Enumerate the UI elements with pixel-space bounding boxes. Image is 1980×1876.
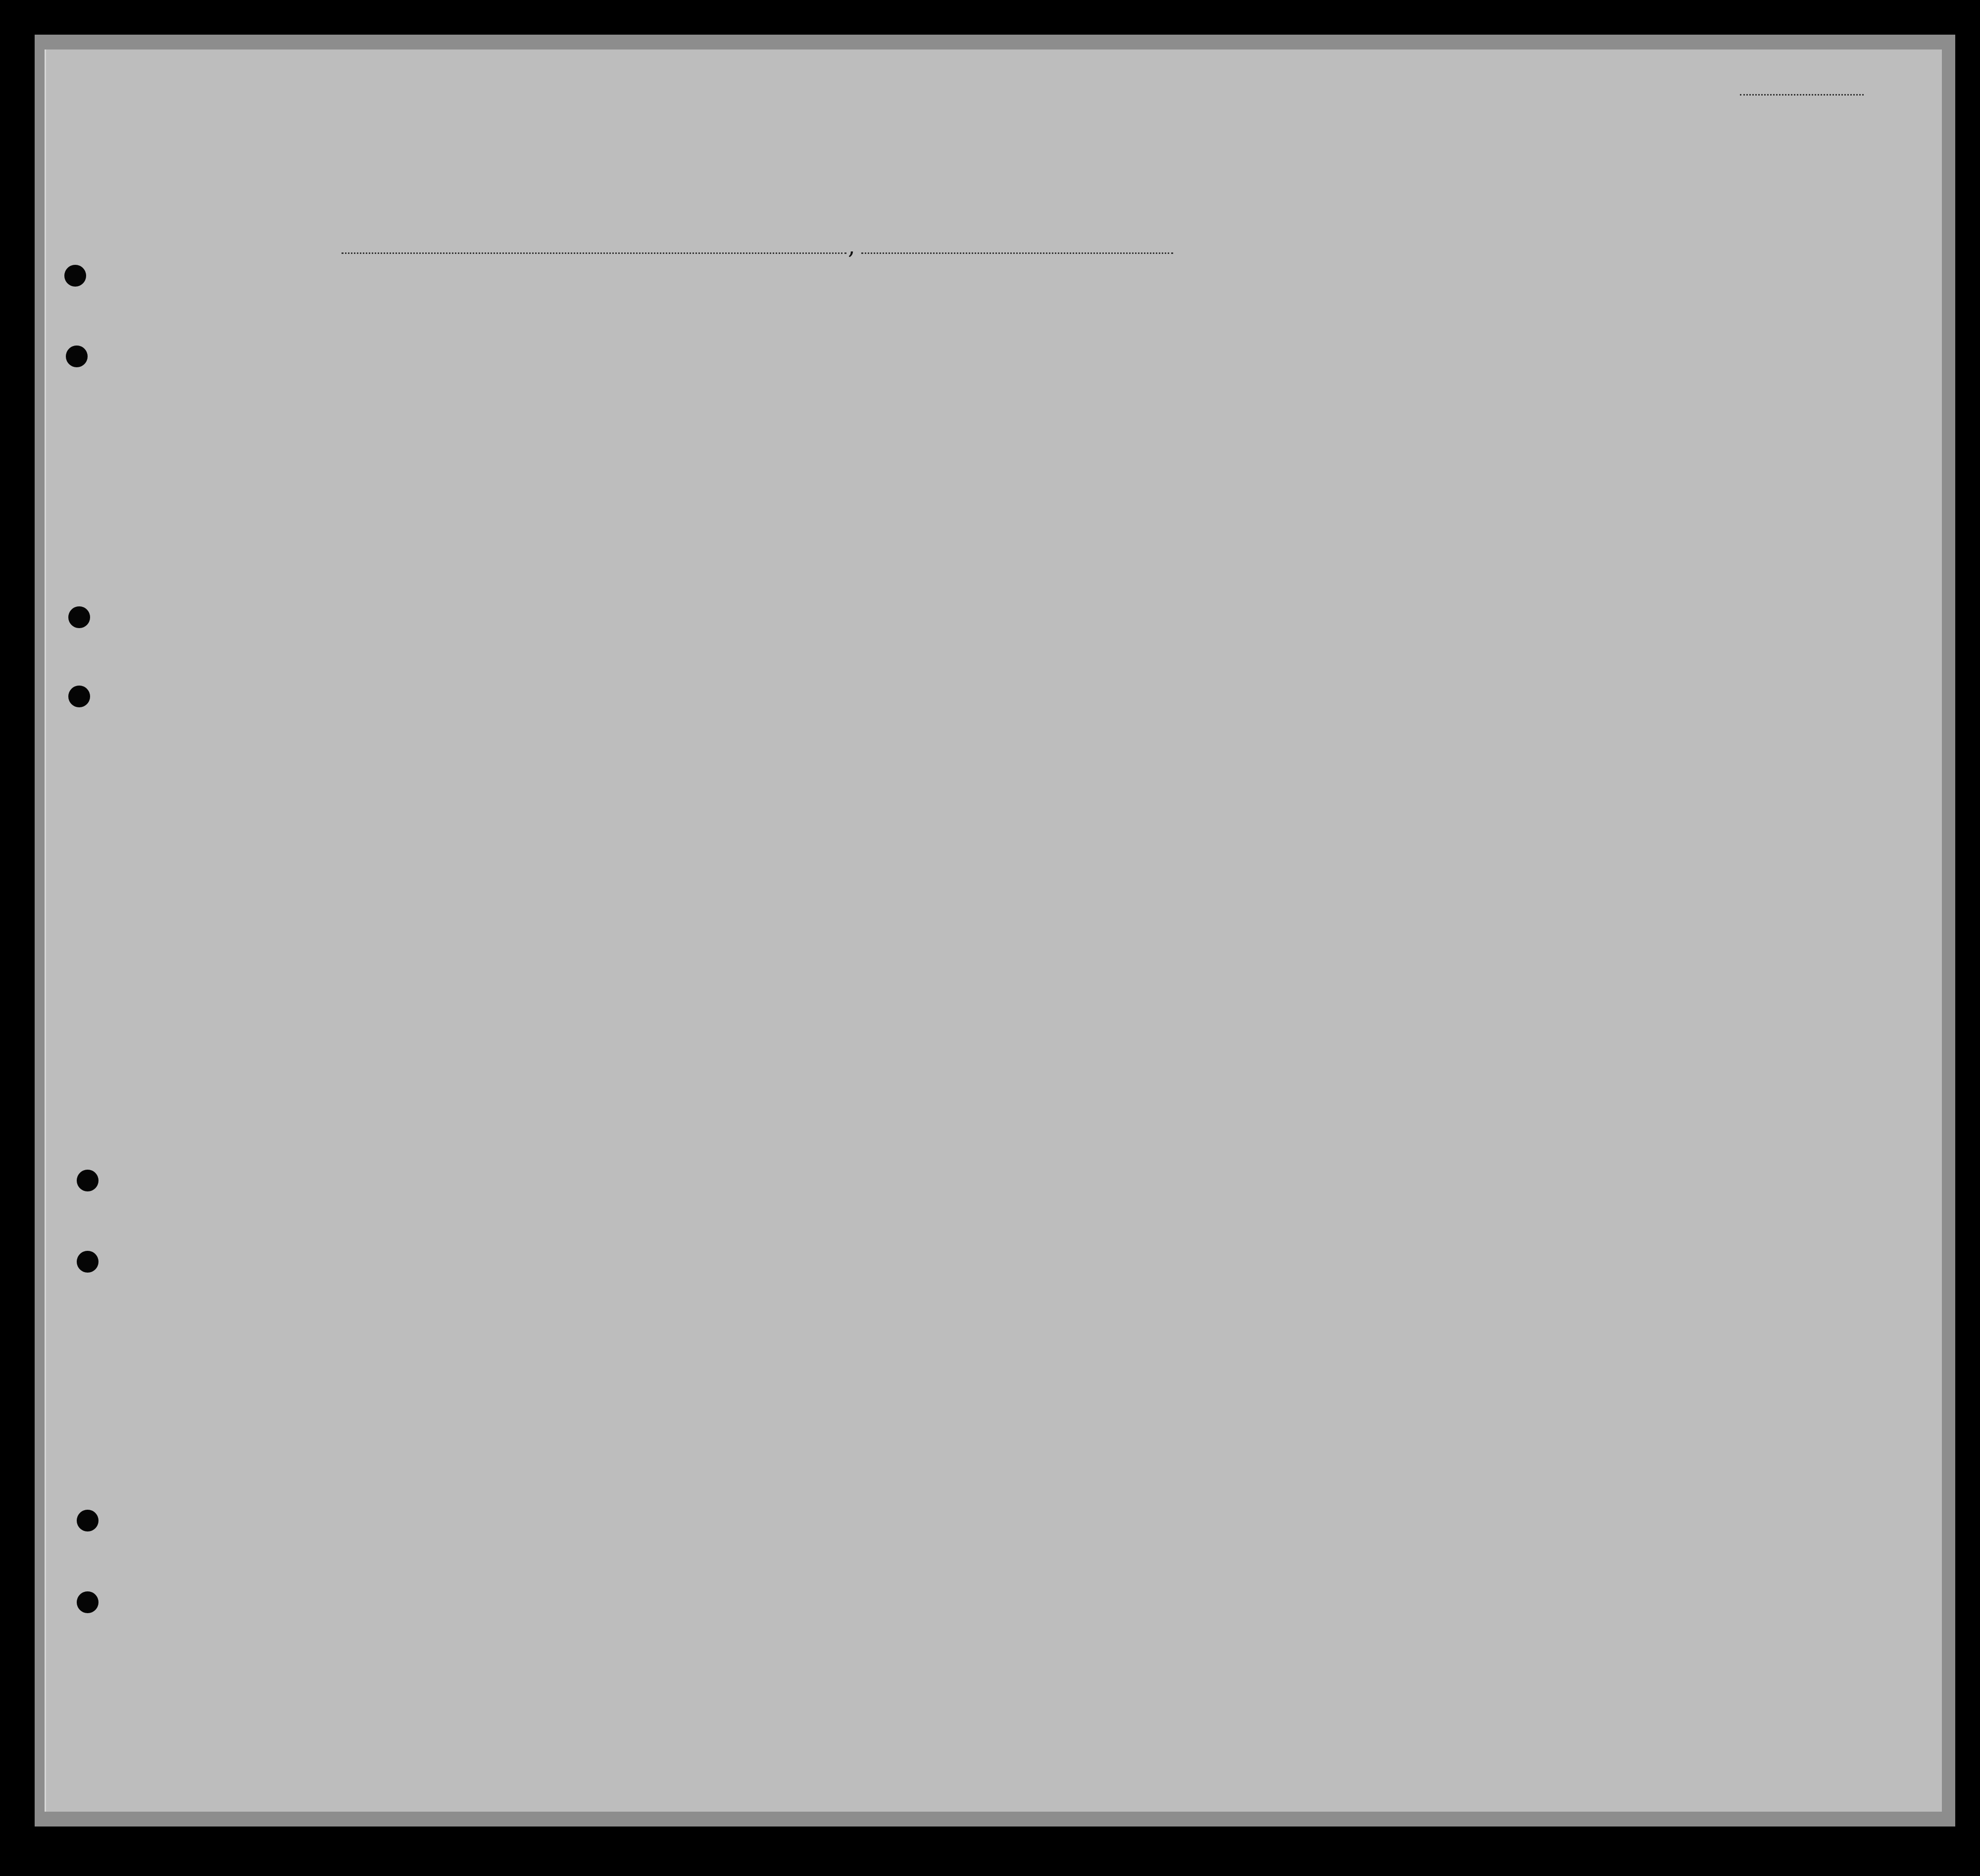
port-underline — [342, 252, 846, 254]
list-underline — [1740, 94, 1864, 96]
comma-1: , — [848, 233, 855, 259]
date-underline — [861, 252, 1173, 254]
